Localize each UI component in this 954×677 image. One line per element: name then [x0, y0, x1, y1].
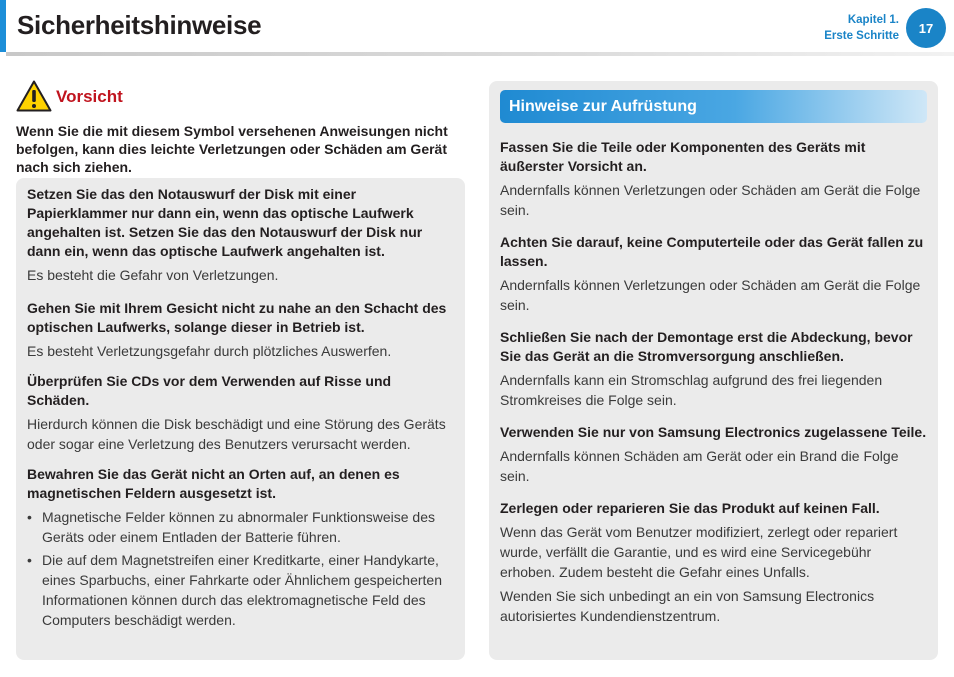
caution-title: Vorsicht: [56, 87, 123, 106]
caution-item-title: Gehen Sie mit Ihrem Gesicht nicht zu nahe an den Schacht des optischen Laufwerks, solange dieser in Betrieb ist.: [27, 300, 447, 335]
upgrade-item-text: Wenden Sie sich unbedingt an ein von Samsung Electronics autorisiertes Kundendienstzentrum.: [500, 588, 875, 624]
chapter-number: Kapitel 1.: [847, 14, 899, 26]
upgrade-item-text: Andernfalls kann ein Stromschlag aufgrund des frei liegenden Stromkreises die Folge sein.: [500, 372, 883, 408]
caution-box: [16, 178, 465, 660]
chapter-label[interactable]: [824, 12, 899, 44]
upgrade-box: [489, 81, 938, 660]
caution-bullet: • Magnetische Felder können zu abnormaler Funktionsweise des Geräts oder einem Entladen der Batterie führen.: [27, 507, 454, 547]
caution-item-text: Es besteht die Gefahr von Verletzungen.: [27, 267, 279, 283]
upgrade-item-text: Wenn das Gerät vom Benutzer modifiziert, zerlegt oder repariert wurde, verfällt die Garantie, und es wird eine Servicegebühr erhoben. Zudem besteht die Gefahr eines Unfalls.: [500, 524, 898, 580]
caution-item-title: Überprüfen Sie CDs vor dem Verwenden auf Risse und Schäden.: [27, 373, 392, 408]
upgrade-item-title: Zerlegen oder reparieren Sie das Produkt auf keinen Fall.: [500, 500, 880, 516]
page-number-badge: 17: [906, 8, 946, 48]
upgrade-item-title: Verwenden Sie nur von Samsung Electronics zugelassene Teile.: [500, 424, 927, 440]
caution-item-title: Bewahren Sie das Gerät nicht an Orten auf, an denen es magnetischen Feldern ausgesetzt ist.: [27, 466, 400, 501]
upgrade-item-title: Achten Sie darauf, keine Computerteile oder das Gerät fallen zu lassen.: [500, 234, 924, 269]
caution-item-text: Hierdurch können die Disk beschädigt und eine Störung des Geräts oder sogar eine Verletzung des Benutzers verursacht werden.: [27, 416, 446, 452]
page-title: Sicherheitshinweise: [17, 10, 262, 40]
upgrade-item-title: Schließen Sie nach der Demontage erst die Abdeckung, bevor Sie das Gerät an die Stromversorgung anschließen.: [500, 329, 913, 364]
caution-intro: Wenn Sie die mit diesem Symbol versehenen Anweisungen nicht befolgen, kann dies leichte Verletzungen oder Schäden am Gerät nach sich ziehen.: [16, 123, 448, 175]
caution-item-text: Es besteht Verletzungsgefahr durch plötzliches Auswerfen.: [27, 343, 392, 359]
caution-bullet: • Die auf dem Magnetstreifen einer Kreditkarte, einer Handykarte, eines Sparbuchs, einer Fahrkarte oder Ähnlichem gespeicherten Informationen können durch das elektromagnetische Feld des Computers beschädigt werden.: [27, 550, 454, 630]
caution-item-title: Setzen Sie das den Notauswurf der Disk mit einer Papierklammer nur dann ein, wenn das optische Laufwerk angehalten ist. Setzen Sie das den Notauswurf der Disk nur dann ein, wenn das optische Laufwerk angehalten ist.: [27, 186, 423, 259]
header-accent-bar: [0, 0, 6, 52]
warning-triangle-icon: [16, 80, 52, 112]
upgrade-item-title: Fassen Sie die Teile oder Komponenten des Geräts mit äußerster Vorsicht an.: [500, 139, 866, 174]
upgrade-item-text: Andernfalls können Verletzungen oder Schäden am Gerät die Folge sein.: [500, 182, 921, 218]
chapter-name: Erste Schritte: [824, 30, 899, 42]
header-divider: [6, 52, 954, 56]
upgrade-item-text: Andernfalls können Verletzungen oder Schäden am Gerät die Folge sein.: [500, 277, 921, 313]
upgrade-section-header: Hinweise zur Aufrüstung: [500, 90, 927, 123]
upgrade-item-text: Andernfalls können Schäden am Gerät oder ein Brand die Folge sein.: [500, 448, 899, 484]
caution-heading: [16, 80, 123, 112]
